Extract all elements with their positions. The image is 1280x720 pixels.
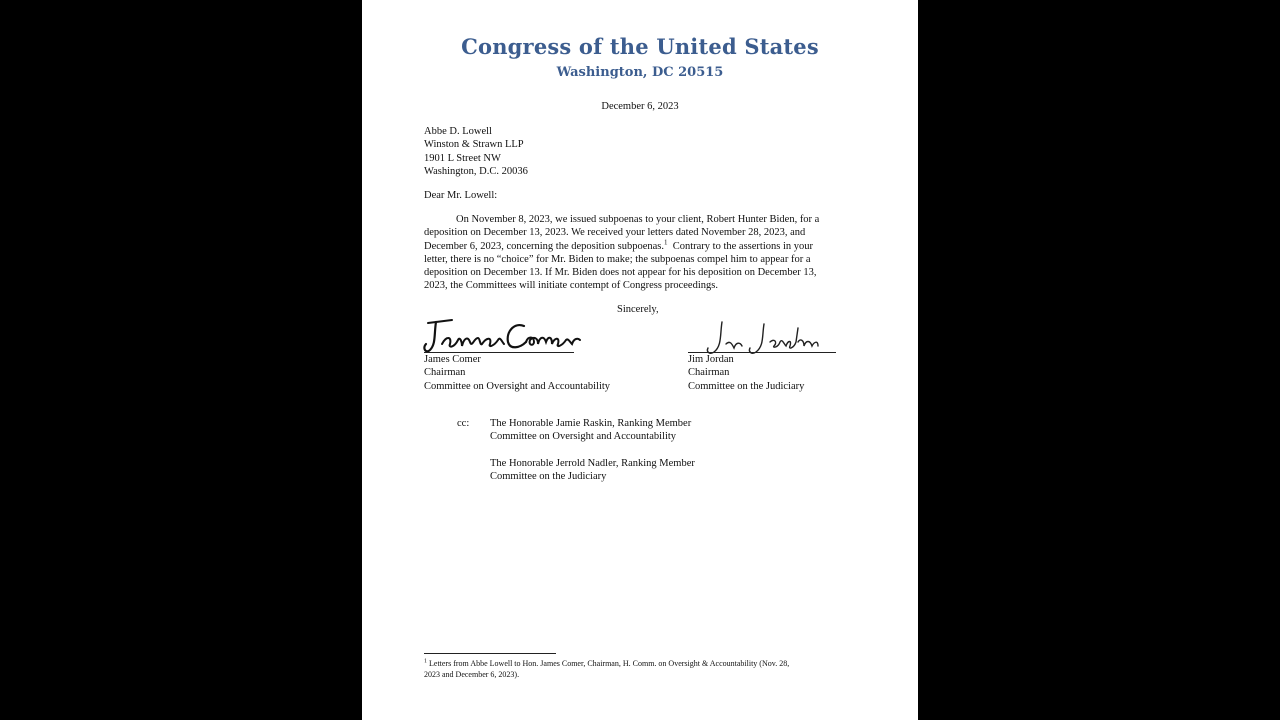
body-line: On November 8, 2023, we issued subpoenas to your client, Robert Hunter Biden, for a <box>456 214 820 225</box>
footnote-marker: 1 <box>663 238 668 247</box>
footnote-marker: 1 <box>424 658 427 665</box>
signatory-jordan <box>688 353 804 393</box>
recipient-line: 1901 L Street NW <box>424 152 501 164</box>
salutation: Dear Mr. Lowell: <box>424 190 498 201</box>
cc-label: cc: <box>457 418 470 429</box>
cc-line: The Honorable Jamie Raskin, Ranking Member <box>490 418 692 429</box>
recipient-line: Washington, D.C. 20036 <box>424 165 528 177</box>
recipient-address <box>424 125 528 178</box>
closing: Sincerely, <box>617 304 659 315</box>
signatory-comer <box>424 353 610 393</box>
recipient-line: Winston & Strawn LLP <box>424 139 524 151</box>
cc-line: The Honorable Jerrold Nadler, Ranking Member <box>490 457 695 469</box>
cc-recipients <box>490 417 695 483</box>
letter-page <box>362 0 918 720</box>
recipient-line: Abbe D. Lowell <box>424 126 492 137</box>
footnote-line: 2023 and December 6, 2023). <box>424 669 520 679</box>
cc-line: Committee on Oversight and Accountability <box>490 431 677 443</box>
body-line: letter, there is no “choice” for Mr. Biden to make; the subpoenas compel him to appear for a <box>424 253 811 265</box>
body-line: 2023, the Committees will initiate contempt of Congress proceedings. <box>424 280 718 292</box>
comer-signature <box>422 314 582 356</box>
body-line: December 6, 2023, concerning the deposition subpoenas.$^1$ Contrary to the assertions in your <box>424 238 814 252</box>
letterhead-title: Congress of the United States <box>461 34 819 59</box>
footnote-line: $^1$ Letters from Abbe Lowell to Hon. James Comer, Chairman, H. Comm. on Oversight & Accountability (Nov. 28, <box>424 658 790 668</box>
letter-body <box>424 213 854 293</box>
footnote <box>424 659 854 680</box>
body-line: deposition on December 13. If Mr. Biden does not appear for his deposition on December 13, <box>424 267 817 279</box>
signatory-name: James Comer <box>424 354 481 365</box>
footnote-divider <box>424 653 556 654</box>
signatory-committee: Committee on the Judiciary <box>688 380 805 392</box>
signatory-name: Jim Jordan <box>688 354 734 365</box>
cc-line: Committee on the Judiciary <box>490 470 607 482</box>
body-line: deposition on December 13, 2023. We received your letters dated November 28, 2023, and <box>424 227 806 239</box>
letterhead-subtitle: Washington, DC 20515 <box>556 65 724 80</box>
signatory-title: Chairman <box>688 367 730 379</box>
signatory-title: Chairman <box>424 367 466 379</box>
signatory-committee: Committee on Oversight and Accountability <box>424 380 611 392</box>
letter-date: December 6, 2023 <box>601 101 679 112</box>
